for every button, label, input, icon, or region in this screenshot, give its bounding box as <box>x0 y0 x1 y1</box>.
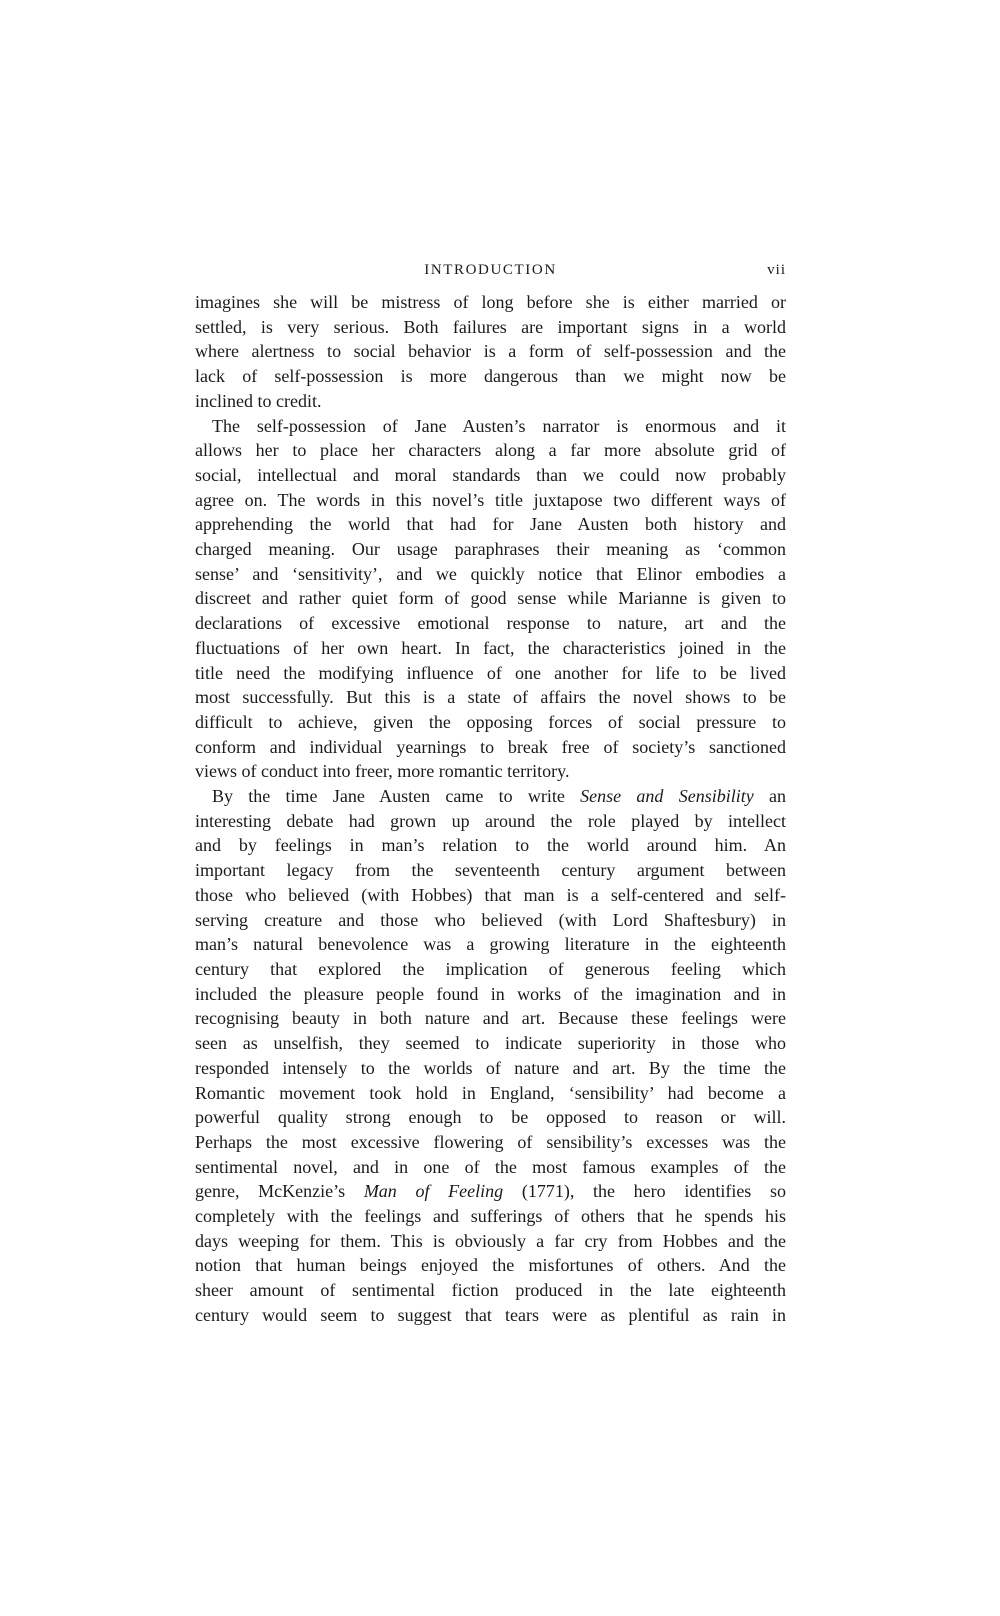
text-line: fluctuations of her own heart. In fact, the characteristics joined in the <box>195 637 786 658</box>
text-line: responded intensely to the worlds of nature and art. By the time the <box>195 1057 786 1078</box>
text-line: The self-possession of Jane Austen’s narrator is enormous and it <box>212 415 786 436</box>
paragraph-1 <box>195 290 786 414</box>
body-text <box>195 290 786 1328</box>
text-line: imagines she will be mistress of long before she is either married or <box>195 292 786 312</box>
text-line: allows her to place her characters along a far more absolute grid of <box>195 440 786 461</box>
text-line: powerful quality strong enough to be opposed to reason or will. <box>195 1107 786 1128</box>
text-line: where alertness to social behavior is a form of self-possession and the <box>195 341 786 362</box>
text-line: most successfully. But this is a state of affairs the novel shows to be <box>195 687 786 708</box>
text-line: man’s natural benevolence was a growing literature in the eighteenth <box>195 934 786 955</box>
text-line: notion that human beings enjoyed the misfortunes of others. And the <box>195 1255 786 1276</box>
text-line: difficult to achieve, given the opposing forces of social pressure to <box>195 711 786 732</box>
text-line: conform and individual yearnings to break free of society’s sanctioned <box>195 736 786 757</box>
text-line: sentimental novel, and in one of the most famous examples of the <box>195 1156 786 1177</box>
text-line-with-italic-title <box>195 1179 786 1204</box>
text-line: included the pleasure people found in works of the imagination and in <box>195 983 786 1004</box>
text-line: views of conduct into freer, more romantic territory. <box>195 761 570 782</box>
text-line: seen as unselfish, they seemed to indicate superiority in those who <box>195 1033 786 1054</box>
text-line: century that explored the implication of generous feeling which <box>195 958 786 979</box>
text-line: charged meaning. Our usage paraphrases their meaning as ‘common <box>195 539 786 560</box>
text-line: Perhaps the most excessive flowering of sensibility’s excesses was the <box>195 1131 786 1152</box>
text-line: interesting debate had grown up around the role played by intellect <box>195 810 786 831</box>
text-run: an <box>753 786 786 807</box>
text-line: inclined to credit. <box>195 390 322 411</box>
text-line: recognising beauty in both nature and art. Because these feelings were <box>195 1008 786 1029</box>
text-run: genre, McKenzie’s <box>195 1181 364 1202</box>
text-run: (1771), the hero identifies so <box>503 1181 786 1202</box>
book-title-italic: Sense and Sensibility <box>580 786 754 807</box>
text-line: title need the modifying influence of one another for life to be lived <box>195 662 786 683</box>
text-line: Romantic movement took hold in England, ‘sensibility’ had become a <box>195 1082 786 1103</box>
text-line: settled, is very serious. Both failures are important signs in a world <box>195 316 786 337</box>
running-title: INTRODUCTION <box>424 262 557 278</box>
text-line: important legacy from the seventeenth century argument between <box>195 860 786 881</box>
text-line: discreet and rather quiet form of good sense while Marianne is given to <box>195 588 786 609</box>
text-line: sheer amount of sentimental fiction produced in the late eighteenth <box>195 1280 786 1301</box>
text-line: serving creature and those who believed (with Lord Shaftesbury) in <box>195 909 786 930</box>
running-head <box>195 258 786 282</box>
book-title-italic: Man of Feeling <box>363 1181 504 1202</box>
text-line: and by feelings in man’s relation to the world around him. An <box>195 835 786 856</box>
text-line: completely with the feelings and sufferings of others that he spends his <box>195 1206 786 1227</box>
text-line: those who believed (with Hobbes) that man is a self-centered and self- <box>195 884 786 905</box>
text-line: social, intellectual and moral standards than we could now probably <box>195 464 786 485</box>
paragraph-3 <box>195 784 786 1327</box>
text-line: apprehending the world that had for Jane Austen both history and <box>195 514 786 535</box>
text-line: lack of self-possession is more dangerous than we might now be <box>195 366 786 387</box>
text-line: days weeping for them. This is obviously a far cry from Hobbes and the <box>195 1230 786 1251</box>
text-run: By the time Jane Austen came to write <box>212 786 581 807</box>
text-line: sense’ and ‘sensitivity’, and we quickly notice that Elinor embodies a <box>195 563 786 584</box>
text-line: declarations of excessive emotional response to nature, art and the <box>195 613 786 634</box>
text-line: century would seem to suggest that tears were as plentiful as rain in <box>195 1304 786 1325</box>
page-number: vii <box>767 262 786 278</box>
text-line-with-italic-title <box>195 784 786 809</box>
paragraph-2 <box>195 414 786 785</box>
text-line: agree on. The words in this novel’s title juxtapose two different ways of <box>195 489 786 510</box>
